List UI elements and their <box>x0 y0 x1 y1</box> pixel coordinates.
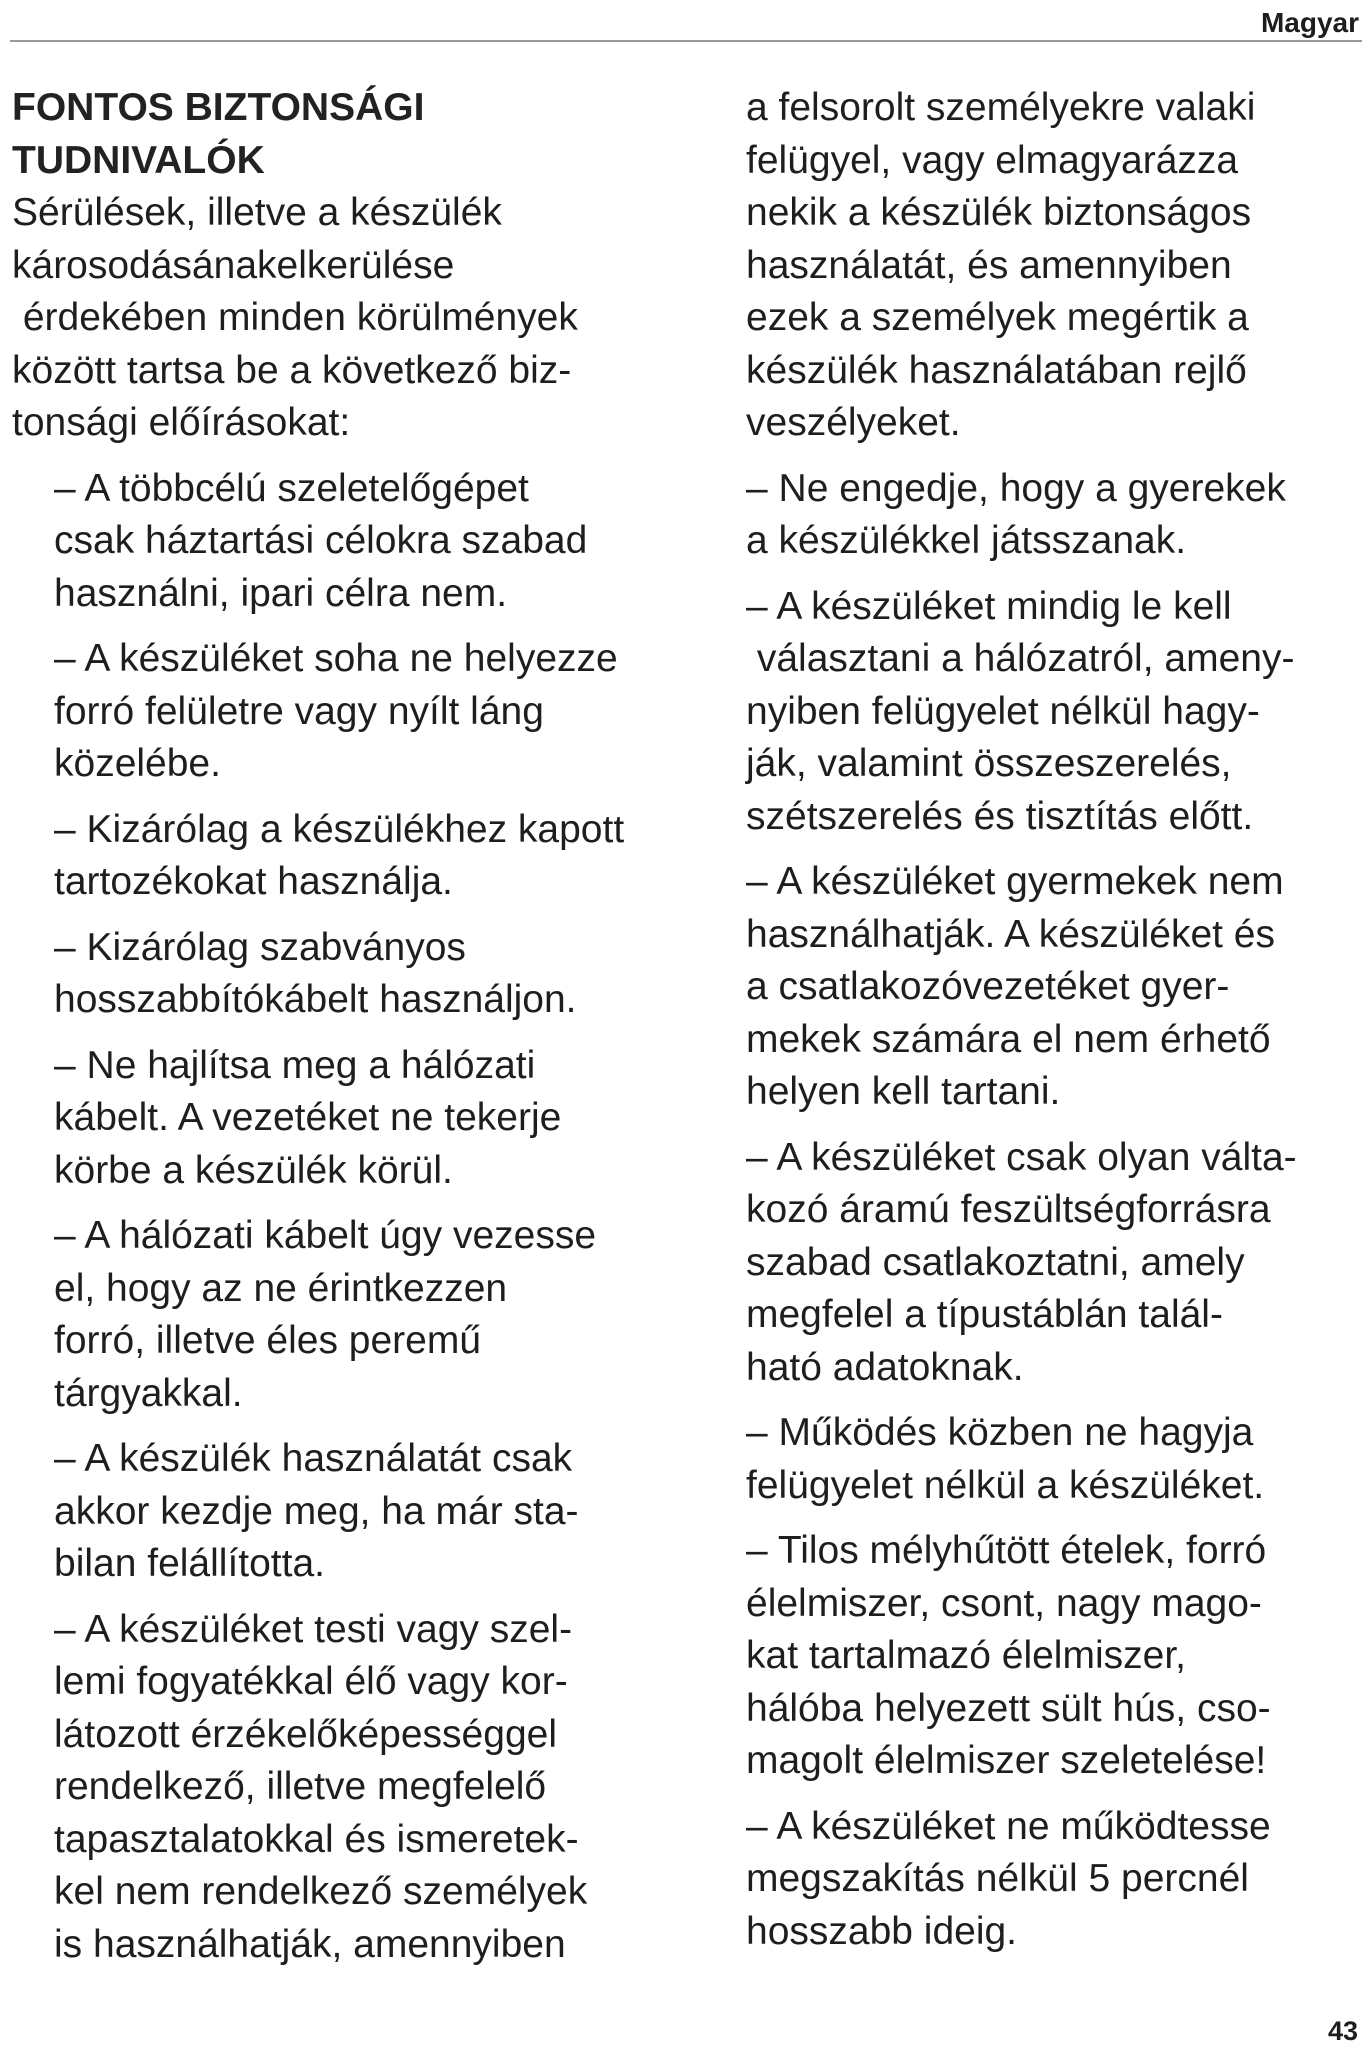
item-line: használhatják. A készüléket és <box>746 912 1275 956</box>
intro-line: között tartsa be a következő biz- <box>12 348 572 392</box>
header-divider <box>10 40 1362 42</box>
item-line: használni, ipari célra nem. <box>54 571 508 615</box>
title-line: FONTOS BIZTONSÁGI <box>12 86 425 129</box>
item-line: élelmiszer, csont, nagy mago- <box>746 1581 1262 1625</box>
item-line: körbe a készülék körül. <box>54 1148 453 1192</box>
item-line: – Működés közben ne hagyja <box>746 1411 1254 1454</box>
item-line: mekek számára el nem érhető <box>746 1017 1271 1061</box>
right-column <box>746 82 1366 1958</box>
item-line: hosszabbítókábelt használjon. <box>54 978 577 1021</box>
item-line: – A készüléket gyermekek nem <box>746 860 1284 903</box>
item-line: – A készülék használatát csak <box>54 1437 573 1480</box>
item-line: lemi fogyatékkal élő vagy kor- <box>54 1660 568 1703</box>
item-line: kel nem rendelkező személyek <box>54 1870 588 1913</box>
safety-item <box>746 1132 1366 1395</box>
item-line: nekik a készülék biztonságos <box>746 191 1252 234</box>
item-line: bilan felállította. <box>54 1542 326 1585</box>
item-line: – A készüléket soha ne helyezze <box>54 637 618 680</box>
item-line: ezek a személyek megértik a <box>746 296 1249 339</box>
intro-line: tonsági előírásokat: <box>12 401 351 444</box>
intro-line: Sérülések, illetve a készülék <box>12 191 502 234</box>
intro-line: érdekében minden körülmények <box>12 296 578 339</box>
item-line: látozott érzékelőképességgel <box>54 1712 557 1756</box>
item-line: hálóba helyezett sült hús, cso- <box>746 1686 1271 1730</box>
item-line: a csatlakozóvezetéket gyer- <box>746 965 1230 1008</box>
item-line: kat tartalmazó élelmiszer, <box>746 1634 1186 1677</box>
safety-item <box>746 463 1366 568</box>
item-line: kábelt. A vezetéket ne tekerje <box>54 1096 562 1139</box>
safety-item <box>746 1525 1366 1788</box>
safety-item <box>12 804 732 909</box>
item-line: akkor kezdje meg, ha már sta- <box>54 1489 579 1533</box>
item-line: – A készüléket ne működtesse <box>746 1804 1271 1848</box>
item-line: tárgyakkal. <box>54 1371 243 1415</box>
item-line: felügyelet nélkül a készüléket. <box>746 1463 1265 1507</box>
language-label: Magyar <box>1260 7 1359 38</box>
item-line: választani a hálózatról, ameny- <box>746 637 1295 680</box>
item-line: ják, valamint összeszerelés, <box>746 742 1232 785</box>
left-column <box>12 82 732 1971</box>
safety-item <box>12 463 732 621</box>
item-line: veszélyeket. <box>746 401 961 444</box>
item-line: is használhatják, amennyiben <box>54 1922 566 1966</box>
item-line: el, hogy az ne érintkezzen <box>54 1266 508 1310</box>
item-line: szétszerelés és tisztítás előtt. <box>746 794 1254 838</box>
item-line: – A hálózati kábelt úgy vezesse <box>54 1214 597 1257</box>
item-line: forró felületre vagy nyílt láng <box>54 689 544 733</box>
safety-item <box>746 856 1366 1119</box>
safety-item <box>12 633 732 791</box>
section-title <box>12 82 732 187</box>
item-line: – Ne engedje, hogy a gyerekek <box>746 466 1286 510</box>
safety-item <box>746 1801 1366 1959</box>
item-line: – A készüléket csak olyan válta- <box>746 1135 1297 1179</box>
intro-line: károsodásánakelkerülése <box>12 243 455 287</box>
item-line: rendelkező, illetve megfelelő <box>54 1765 547 1808</box>
item-line: – Kizárólag szabványos <box>54 925 466 969</box>
title-line: TUDNIVALÓK <box>12 138 265 182</box>
safety-item <box>12 1210 732 1420</box>
item-line: tartozékokat használja. <box>54 860 453 903</box>
item-line: szabad csatlakoztatni, amely <box>746 1240 1245 1284</box>
item-line: – A készüléket mindig le kell <box>746 584 1232 628</box>
item-line: hosszabb ideig. <box>746 1909 1018 1953</box>
item-line: felügyel, vagy elmagyarázza <box>746 138 1239 182</box>
item-line: kozó áramú feszültségforrásra <box>746 1188 1271 1231</box>
item-line: nyiben felügyelet nélkül hagy- <box>746 689 1260 733</box>
item-line: közelébe. <box>54 742 221 785</box>
safety-item <box>12 1040 732 1198</box>
item-line: forró, illetve éles peremű <box>54 1319 482 1362</box>
item-line: a felsorolt személyekre valaki <box>746 86 1256 129</box>
item-line: – A többcélú szeletelőgépet <box>54 466 529 510</box>
continuation-paragraph <box>746 82 1366 450</box>
item-line: a készülékkel játsszanak. <box>746 519 1187 562</box>
safety-item <box>12 1604 732 1972</box>
item-line: – Tilos mélyhűtött ételek, forró <box>746 1529 1267 1572</box>
safety-item <box>12 1433 732 1591</box>
safety-item <box>746 1407 1366 1512</box>
item-line: tapasztalatokkal és ismeretek- <box>54 1817 579 1861</box>
safety-item <box>746 581 1366 844</box>
item-line: használatát, és amennyiben <box>746 243 1232 287</box>
item-line: megfelel a típustáblán talál- <box>746 1293 1223 1336</box>
safety-item <box>12 922 732 1027</box>
item-line: ható adatoknak. <box>746 1345 1024 1389</box>
item-line: – Ne hajlítsa meg a hálózati <box>54 1043 536 1087</box>
item-line: – A készüléket testi vagy szel- <box>54 1607 573 1651</box>
item-line: helyen kell tartani. <box>746 1070 1061 1113</box>
item-line: magolt élelmiszer szeletelése! <box>746 1739 1267 1782</box>
item-line: csak háztartási célokra szabad <box>54 519 588 562</box>
item-line: megszakítás nélkül 5 percnél <box>746 1857 1249 1900</box>
intro-paragraph <box>12 187 732 450</box>
item-line: készülék használatában rejlő <box>746 348 1247 392</box>
item-line: – Kizárólag a készülékhez kapott <box>54 807 625 851</box>
page-number: 43 <box>1327 2016 1358 2046</box>
